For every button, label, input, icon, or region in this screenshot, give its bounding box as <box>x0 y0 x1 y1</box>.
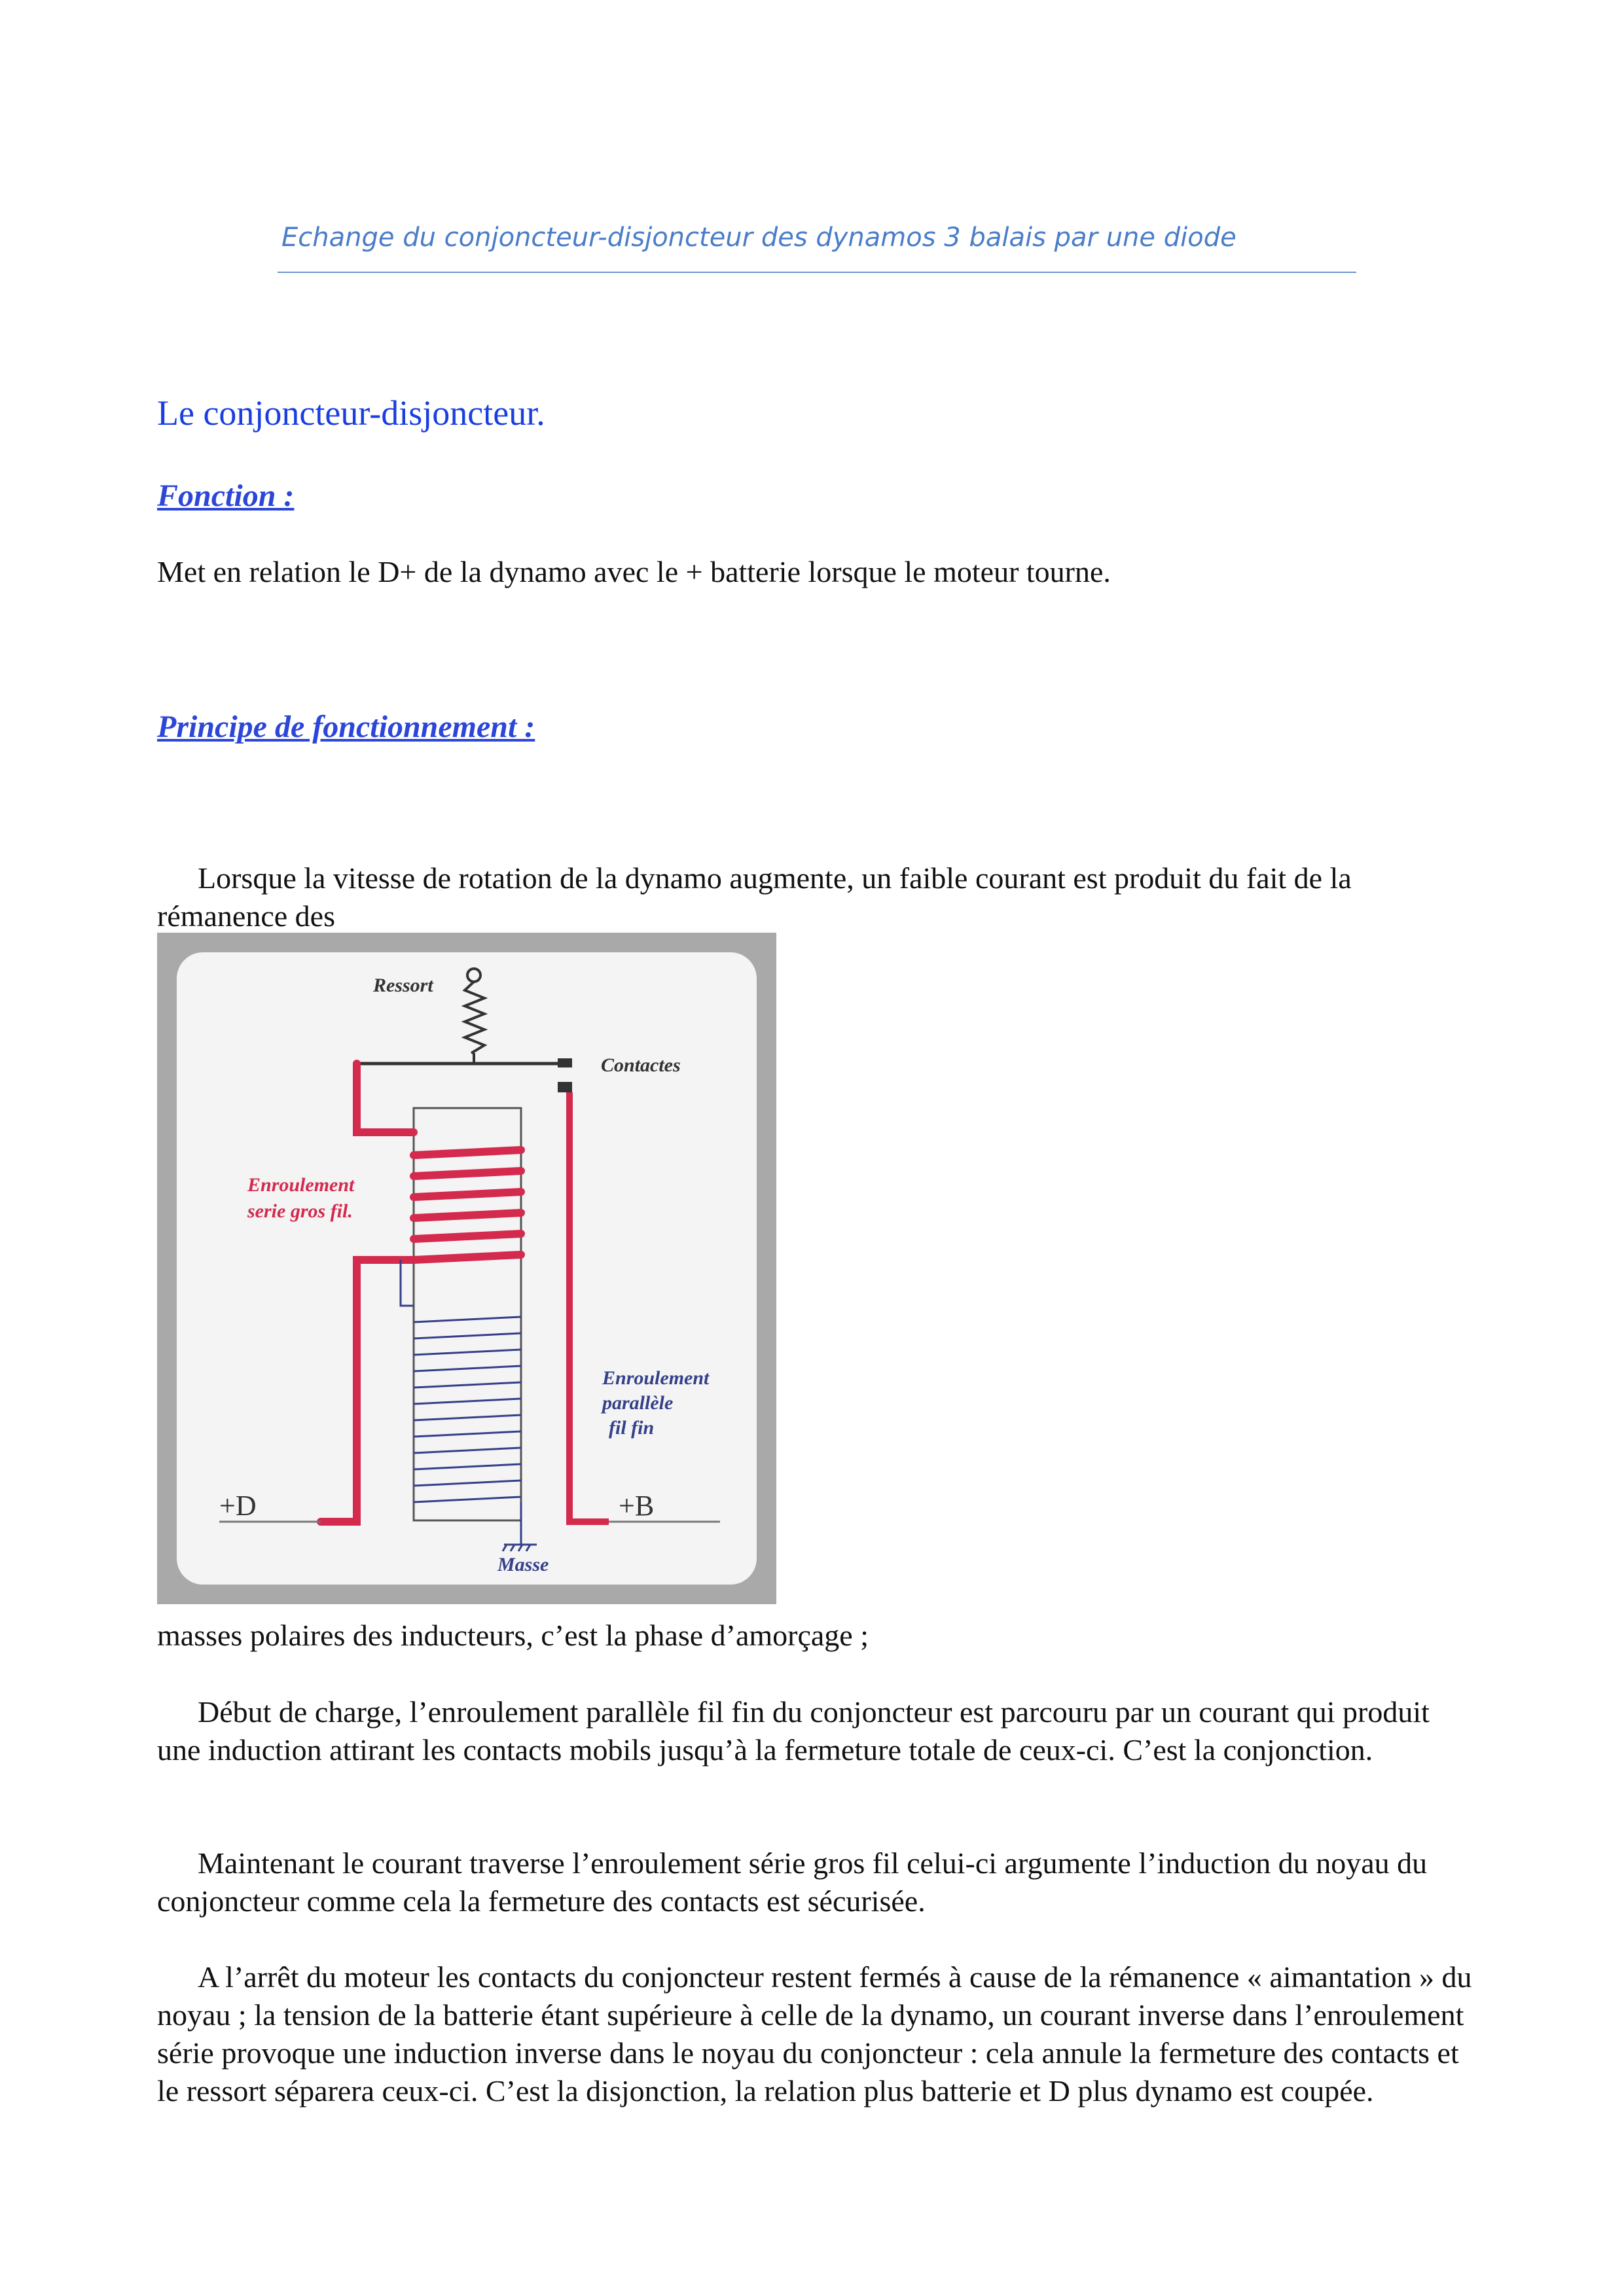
paragraph-3: Maintenant le courant traverse l’enroulement série gros fil celui-ci argumente l’induction du noyau du conjoncteur comme cela la fermeture des contacts est sécurisée. <box>157 1846 1428 1918</box>
header-rule <box>278 272 1356 273</box>
paragraph-1-continued: masses polaires des inducteurs, c’est la phase d’amorçage ; <box>157 1619 869 1652</box>
label-parallele-3: fil fin <box>609 1417 655 1439</box>
principe-heading: Principe de fonctionnement : <box>157 709 535 744</box>
diagram-panel <box>177 952 757 1585</box>
label-serie-2: serie gros fil. <box>247 1200 353 1222</box>
section-title: Le conjoncteur-disjoncteur. <box>157 393 545 433</box>
fonction-heading: Fonction : <box>157 478 295 513</box>
label-plus-d: +D <box>219 1490 257 1522</box>
fonction-text: Met en relation le D+ de la dynamo avec le + batterie lorsque le moteur tourne. <box>157 555 1111 588</box>
label-plus-b: +B <box>619 1490 655 1522</box>
label-parallele-1: Enroulement <box>602 1367 710 1389</box>
label-masse: Masse <box>497 1554 549 1575</box>
contact-lower <box>558 1082 572 1092</box>
page-header: Echange du conjoncteur-disjoncteur des dynamos 3 balais par une diode <box>281 223 1236 253</box>
conjoncteur-diagram <box>157 933 776 1604</box>
label-contactes: Contactes <box>601 1054 681 1076</box>
contact-upper <box>558 1058 572 1067</box>
paragraph-4: A l’arrêt du moteur les contacts du conjoncteur restent fermés à cause de la rémanence « aimantation » du noyau ; la tension de la batterie étant supérieure à celle de la dynamo, un courant inverse dans l’enroulement série provoque une induction inverse dans le noyau du conjoncteur : cela annule la fermeture des contacts et le ressort séparera ceux-ci. C’est la disjonction, la relation plus batterie et D plus dynamo est coupée. <box>157 1960 1472 2108</box>
paragraph-2: Début de charge, l’enroulement parallèle fil fin du conjoncteur est parcouru par un courant qui produit une induction attirant les contacts mobils jusqu’à la fermeture totale de ceux-ci. C’est la conjonction. <box>157 1695 1430 1767</box>
paragraph-1: Lorsque la vitesse de rotation de la dynamo augmente, un faible courant est produit du fait de la rémanence des <box>157 861 1352 933</box>
label-ressort: Ressort <box>373 975 433 996</box>
label-parallele-2: parallèle <box>602 1392 674 1414</box>
label-serie-1: Enroulement <box>247 1174 355 1196</box>
